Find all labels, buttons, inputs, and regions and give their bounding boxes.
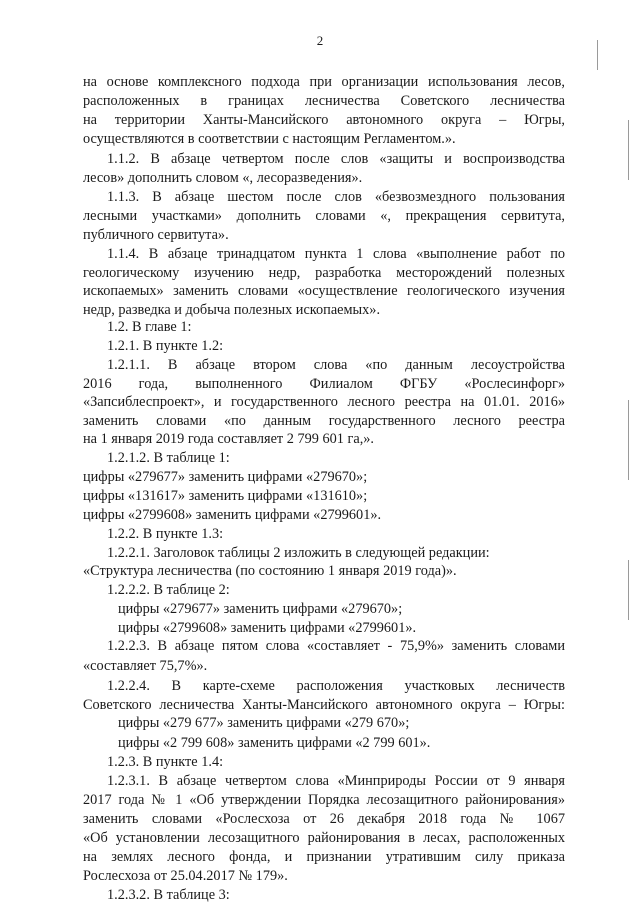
text-line: Советского лесничества Ханты-Мансийского автономного округа – Югры:	[83, 696, 565, 713]
text-line: недр, разведка и добыча полезных ископаемых».	[83, 302, 381, 319]
text-line: цифры «2799608» заменить цифрами «2799601».	[118, 620, 417, 637]
text-line: на территории Ханты-Мансийского автономного округа – Югры,	[83, 112, 565, 129]
text-line: цифры «279 677» заменить цифрами «279 670»;	[118, 714, 410, 731]
text-line: «Структура лесничества (по состоянию 1 января 2019 года)».	[83, 562, 457, 579]
text-line: 2016 года, выполненного Филиалом ФГБУ «Рослесинфорг»	[83, 375, 565, 392]
text-line: 1.2.2. В пункте 1.3:	[107, 525, 224, 542]
text-line: цифры «131617» заменить цифрами «131610»;	[83, 487, 368, 504]
text-line: 1.1.3. В абзаце шестом после слов «безвозмездного пользования	[107, 188, 565, 205]
text-line: «Запсиблеспроект», и государственного лесного реестра на 01.01. 2016»	[83, 393, 565, 410]
scan-artifact	[597, 40, 598, 70]
text-line: цифры «279677» заменить цифрами «279670»;	[118, 601, 403, 618]
text-line: 1.2.2.1. Заголовок таблицы 2 изложить в следующей редакции:	[107, 544, 490, 561]
text-line: расположенных в границах лесничества Советского лесничества	[83, 93, 565, 110]
scan-artifact	[628, 400, 629, 480]
text-line: на землях лесного фонда, и признании утратившим силу приказа	[83, 849, 565, 866]
text-line: 1.2.1. В пункте 1.2:	[107, 337, 224, 354]
text-line: осуществляются в соответствии с настоящим Регламентом.».	[83, 131, 456, 148]
text-line: 1.2.3.2. В таблице 3:	[107, 886, 230, 903]
text-line: заменить словами «по данным государственного лесного реестра	[83, 413, 565, 430]
text-line: «Об установлении лесозащитного районирования в лесах, расположенных	[83, 830, 565, 847]
text-line: 1.2.2.2. В таблице 2:	[107, 582, 230, 599]
text-line: ископаемых» заменить словами «осуществление геологического изучения	[83, 283, 565, 300]
text-line: 1.2.1.2. В таблице 1:	[107, 450, 230, 467]
text-line: заменить словами «Рослесхоза от 26 декабря 2018 года № 1067	[83, 811, 565, 828]
text-line: цифры «279677» заменить цифрами «279670»;	[83, 469, 368, 486]
text-line: цифры «2799608» заменить цифрами «2799601».	[83, 506, 382, 523]
text-line: 1.1.2. В абзаце четвертом после слов «защиты и воспроизводства	[107, 151, 565, 168]
text-line: геологическому изучению недр, разработка месторождений полезных	[83, 265, 565, 281]
page-number: 2	[316, 33, 324, 48]
text-line: лесными участками» дополнить словами «, прекращения сервитута,	[83, 207, 565, 224]
scan-artifact	[628, 560, 629, 620]
text-line: на основе комплексного подхода при организации использования лесов,	[83, 74, 565, 90]
text-line: 1.2.3.1. В абзаце четвертом слова «Минприроды России от 9 января	[107, 773, 565, 790]
text-line: цифры «2 799 608» заменить цифрами «2 799 601».	[118, 734, 431, 751]
text-line: лесов» дополнить словом «, лесоразведения».	[83, 170, 363, 187]
text-line: «составляет 75,7%».	[83, 657, 208, 674]
text-line: 2017 года № 1 «Об утверждении Порядка лесозащитного районирования»	[83, 792, 565, 809]
text-line: 1.2.1.1. В абзаце втором слова «по данным лесоустройства	[107, 356, 565, 373]
text-line: 1.2.2.3. В абзаце пятом слова «составляет - 75,9%» заменить словами	[107, 638, 565, 655]
text-line: Рослесхоза от 25.04.2017 № 179».	[83, 867, 288, 884]
text-line: публичного сервитута».	[83, 226, 229, 243]
text-line: 1.2. В главе 1:	[107, 319, 192, 336]
text-line: 1.1.4. В абзаце тринадцатом пункта 1 слова «выполнение работ по	[107, 245, 565, 262]
text-line: на 1 января 2019 года составляет 2 799 601 га,».	[83, 431, 375, 448]
text-line: 1.2.2.4. В карте-схеме расположения участковых лесничеств	[107, 677, 565, 694]
scan-artifact	[628, 120, 629, 180]
text-line: 1.2.3. В пункте 1.4:	[107, 753, 224, 770]
